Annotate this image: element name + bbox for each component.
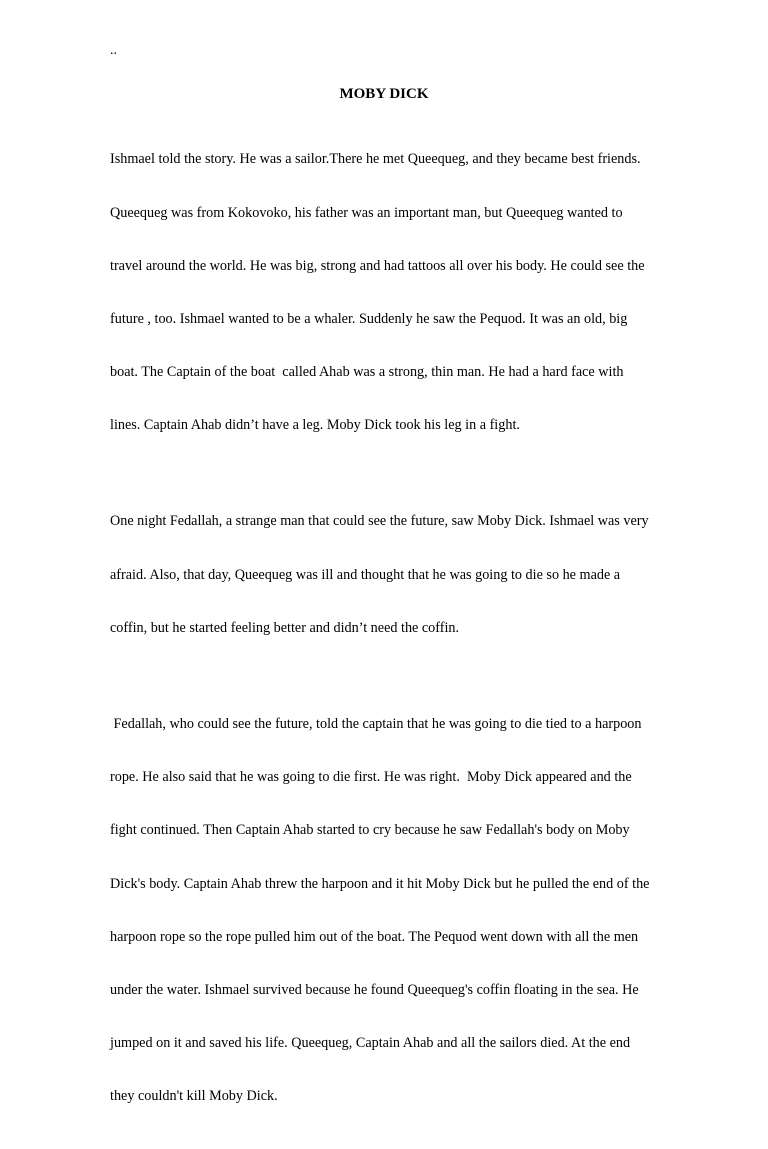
paragraph-line: afraid. Also, that day, Queequeg was ill and thought that he was going to die so he made a [110, 566, 621, 583]
paragraph-line: harpoon rope so the rope pulled him out of the boat. The Pequod went down with all the men [110, 928, 639, 945]
paragraph-line: fight continued. Then Captain Ahab started to cry because he saw Fedallah's body on Moby [110, 822, 630, 839]
paragraph-line: jumped on it and saved his life. Queequeg, Captain Ahab and all the sailors died. At the end [110, 1034, 631, 1051]
paragraph-line: coffin, but he started feeling better and didn’t need the coffin. [110, 619, 460, 636]
paragraph-line: Dick's body. Captain Ahab threw the harpoon and it hit Moby Dick but he pulled the end of the [110, 875, 650, 892]
paragraph-line: they couldn't kill Moby Dick. [110, 1087, 278, 1104]
paragraph-line: Ishmael told the story. He was a sailor.There he met Queequeg, and they became best friends. [110, 151, 641, 168]
paragraph-line: lines. Captain Ahab didn’t have a leg. Moby Dick took his leg in a fight. [110, 416, 520, 433]
paragraph-1 [110, 116, 658, 470]
paragraph-2 [110, 478, 658, 673]
paragraph-line: under the water. Ishmael survived because he found Queequeg's coffin floating in the sea. He [110, 981, 639, 998]
paragraph-line: future , too. Ishmael wanted to be a whaler. Suddenly he saw the Pequod. It was an old, big [110, 310, 628, 327]
document-body [110, 116, 658, 1149]
paragraph-line: One night Fedallah, a strange man that could see the future, saw Moby Dick. Ishmael was very [110, 513, 649, 530]
paragraph-line: Fedallah, who could see the future, told the captain that he was going to die tied to a harpoon [110, 716, 642, 733]
paragraph-line: boat. The Captain of the boat called Ahab was a strong, thin man. He had a hard face with [110, 363, 624, 380]
document-title: MOBY DICK [339, 86, 429, 102]
paragraph-3 [110, 681, 658, 1141]
page-marker: .. [110, 43, 117, 58]
paragraph-line: travel around the world. He was big, strong and had tattoos all over his body. He could see the [110, 257, 645, 274]
paragraph-line: rope. He also said that he was going to die first. He was right. Moby Dick appeared and the [110, 769, 632, 786]
paragraph-line: Queequeg was from Kokovoko, his father was an important man, but Queequeg wanted to [110, 204, 623, 221]
